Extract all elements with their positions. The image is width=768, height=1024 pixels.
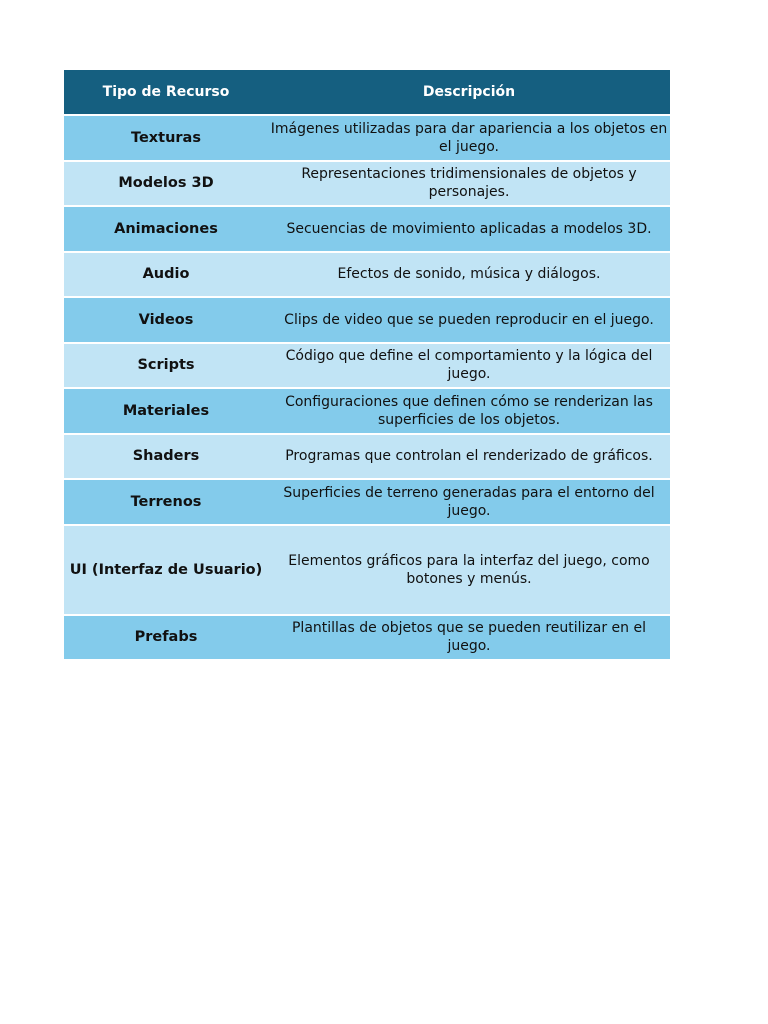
table-row [64,207,670,253]
table-row [64,253,670,299]
table-row [64,389,670,435]
resource-type-cell: Shaders [64,435,268,481]
resource-type-cell: Scripts [64,344,268,390]
table-row [64,116,670,162]
table-row [64,526,670,616]
description-cell: Programas que controlan el renderizado de gráficos. [268,435,670,481]
header-resource-type: Tipo de Recurso [64,70,268,116]
header-description: Descripción [268,70,670,116]
resource-type-cell: Prefabs [64,616,268,660]
resource-types-table [64,70,670,659]
table-row [64,616,670,660]
description-cell: Clips de video que se pueden reproducir en el juego. [268,298,670,344]
description-cell: Secuencias de movimiento aplicadas a modelos 3D. [268,207,670,253]
table-header-row [64,70,670,116]
description-cell: Representaciones tridimensionales de objetos y personajes. [268,162,670,208]
resource-type-cell: Modelos 3D [64,162,268,208]
description-cell: Superficies de terreno generadas para el entorno del juego. [268,480,670,526]
description-cell: Código que define el comportamiento y la lógica del juego. [268,344,670,390]
resource-type-cell: Animaciones [64,207,268,253]
table-row [64,162,670,208]
description-cell: Plantillas de objetos que se pueden reutilizar en el juego. [268,616,670,660]
resource-type-cell: UI (Interfaz de Usuario) [64,526,268,616]
table-row [64,344,670,390]
table-row [64,435,670,481]
resource-type-cell: Terrenos [64,480,268,526]
resource-type-cell: Materiales [64,389,268,435]
description-cell: Configuraciones que definen cómo se renderizan las superficies de los objetos. [268,389,670,435]
resource-type-cell: Texturas [64,116,268,162]
description-cell: Elementos gráficos para la interfaz del juego, como botones y menús. [268,526,670,616]
table-row [64,480,670,526]
description-cell: Efectos de sonido, música y diálogos. [268,253,670,299]
description-cell: Imágenes utilizadas para dar apariencia a los objetos en el juego. [268,116,670,162]
resource-type-cell: Audio [64,253,268,299]
resource-type-cell: Videos [64,298,268,344]
table-row [64,298,670,344]
